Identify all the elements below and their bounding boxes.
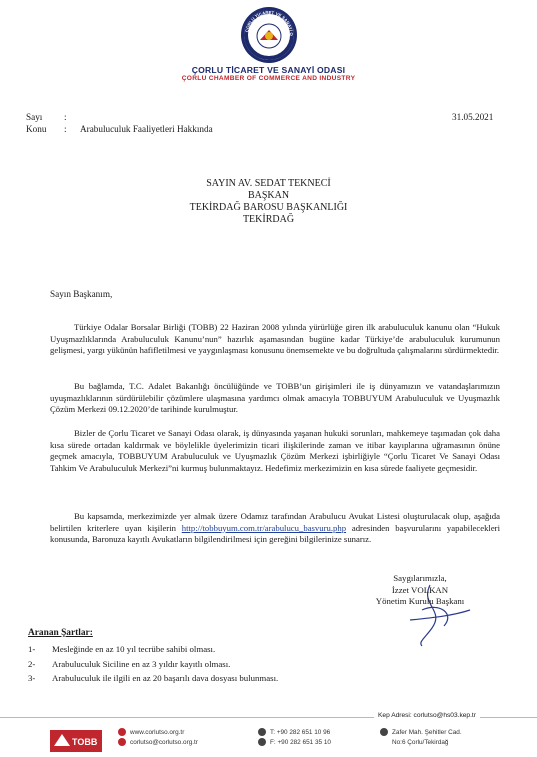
requirement-item: [28, 642, 278, 657]
paragraph-1: Türkiye Odalar Borsalar Birliği (TOBB) 22 Haziran 2008 yılında yürürlüğe giren ilk arabuluculuk kanunu olan “Hukuk Uyuşmazlıklarında Arabuluculuk Kanunu’nun” hazırlık aşamasından bugüne kadar Türkiye’de arabuluculuk kurumunun gelişmesi, yargı yükünün hafifletilmesi ve yaygınlaşması konusunu önemsemekte ve bu doğrultuda çalışmalarını sürdürmektedir.: [50, 322, 500, 356]
footer-address-line1: Zafer Mah. Şehitler Cad.: [392, 729, 462, 736]
requirements-list: [28, 642, 278, 686]
globe-icon: [118, 728, 126, 736]
mail-icon: [118, 738, 126, 746]
requirement-text: Arabuluculuk Siciline en az 3 yıldır kayıtlı olması.: [52, 658, 231, 669]
chamber-seal-icon: [240, 6, 298, 64]
requirement-text: Arabuluculuk ile ilgili en az 20 başarılı dava dosyası bulunması.: [52, 673, 279, 683]
phone-icon: [258, 728, 266, 736]
fax-icon: [258, 738, 266, 746]
signer-title: Yönetim Kurulu Başkanı: [375, 596, 465, 606]
footer-phone: T: +90 282 651 10 96: [270, 729, 331, 736]
kep-address: Kep Adresi: corlutso@hs03.kep.tr: [374, 712, 480, 719]
konu-label: Konu: [26, 124, 47, 134]
konu-value: Arabuluculuk Faaliyetleri Hakkında: [80, 124, 213, 134]
requirements-title: Aranan Şartlar:: [28, 628, 93, 638]
requirement-number: 2-: [28, 658, 36, 669]
recipient-city: TEKİRDAĞ: [242, 214, 295, 225]
footer-web-block: [118, 728, 198, 748]
letter-date: 31.05.2021: [452, 112, 494, 122]
recipient-org: TEKİRDAĞ BAROSU BAŞKANLIĞI: [189, 202, 348, 213]
footer-address-line2: No:6 Çorlu/Tekirdağ: [392, 739, 449, 746]
recipient-block: [0, 178, 537, 226]
paragraph-3: Bizler de Çorlu Ticaret ve Sanayi Odası olarak, iş dünyasında yaşanan hukuki sorunları, mahkemeye taşımadan çok daha kısa sürede ortadan kaldırmak ve böylelikle üyelerimizin ticari ilişkilerinde zaman ve itibar kayıplarına uğramasının önüne geçmek amacıyla, TOBBUYUM Arabuluculuk ve Uyuşmazlık Çözüm Merkezi işbirliğiyle “Çorlu Ticaret Ve Sanayi Odası Tahkim Ve Arabuluculuk Merkezi”ni kurmuş bulunmaktayız. Hedefimiz merkezimizin en kısa sürede faaliyete geçmesidir.: [50, 428, 500, 473]
org-name-tr: ÇORLU TİCARET VE SANAYİ ODASI: [191, 65, 346, 75]
closing-text: Saygılarımızla,: [393, 573, 447, 583]
footer-web[interactable]: www.corlutso.org.tr: [130, 729, 185, 736]
org-name-en: ÇORLU CHAMBER OF COMMERCE AND INDUSTRY: [181, 75, 356, 82]
sayi-colon: :: [64, 112, 67, 122]
paragraph-4-text-b: adresinden başvurularını yapabilecekleri konusunda, Baronuza kayıtlı Avukatların bilgilendirilmesi için gereğini bilgilerinize sunarız.: [50, 522, 500, 545]
requirement-text: Mesleğinde en az 10 yıl tecrübe sahibi olması.: [52, 644, 216, 654]
paragraph-2: Bu bağlamda, T.C. Adalet Bakanlığı öncülüğünde ve TOBB’un girişimleri ile iş dünyamızın ve vatandaşlarımızın uyuşmazlıklarının sürdürülebilir çözümlere ulaşmasına yardımcı olmak amacıyla TOBBUYUM Arabuluculuk ve Uyuşmazlık Çözüm Merkezi 09.12.2020’de tarihinde kurulmuştur.: [50, 381, 500, 415]
requirement-item: [28, 671, 278, 686]
requirement-number: 3-: [28, 673, 36, 683]
footer-fax: F: +90 282 651 35 10: [270, 739, 331, 746]
paragraph-4-text-a: Bu kapsamda, merkezimizde yer almak üzere Odamız tarafından Arabulucu Avukat Listesi oluşturulacak olup, aşağıda belirtilen kriterlere uyan kişilerin: [50, 511, 500, 533]
seal-text: ÇORLU TİCARET VE SANAYİ O: [244, 9, 295, 36]
konu-colon: :: [64, 124, 67, 134]
paragraph-4: [50, 511, 500, 546]
recipient-name: SAYIN AV. SEDAT TEKNECİ: [206, 178, 331, 189]
location-pin-icon: [380, 728, 388, 736]
signature-block: [340, 573, 500, 608]
signer-name: İzzet VOLKAN: [391, 584, 449, 595]
footer-address-block: [380, 728, 462, 748]
footer-phone-block: [258, 728, 331, 748]
requirement-item: [28, 657, 278, 672]
application-link[interactable]: http://tobbuyum.com.tr/arabulucu_basvuru.php: [181, 522, 347, 533]
recipient-title: BAŞKAN: [247, 190, 290, 201]
tobb-logo-text: TOBB: [72, 737, 98, 747]
footer-email[interactable]: corlutso@corlutso.org.tr: [130, 739, 198, 746]
sayi-label: Sayı: [26, 112, 43, 122]
salutation: Sayın Başkanım,: [50, 289, 113, 299]
requirement-number: 1-: [28, 644, 36, 654]
tobb-logo-icon: [50, 730, 102, 752]
